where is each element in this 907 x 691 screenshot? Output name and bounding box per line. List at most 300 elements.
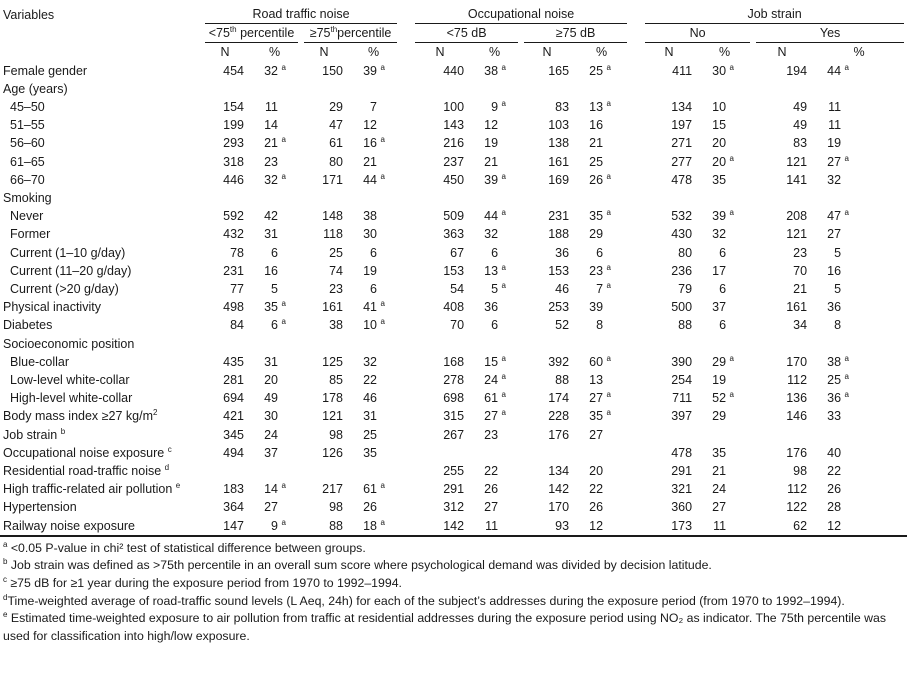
percent-cell: 30 $^a$ — [712, 62, 734, 78]
percent-cell: 5 $^a$ — [491, 280, 506, 297]
percent-cell — [468, 80, 521, 98]
percent-cell: 7 $^a$ — [596, 280, 611, 297]
percent-cell: 27 $^a$ — [484, 408, 506, 424]
significance-mark: a — [844, 353, 849, 363]
percent-cell: 6 — [370, 245, 377, 260]
significance-mark: a — [606, 62, 611, 72]
percent-cell: 41 $^a$ — [363, 299, 385, 315]
group-header-occupational-noise: Occupational noise — [415, 5, 627, 24]
percent-cell: 19 — [484, 136, 499, 151]
n-cell: 231 — [548, 209, 570, 224]
percent-cell — [347, 335, 400, 353]
n-cell: 121 — [322, 409, 343, 424]
row-label: Age (years) — [3, 81, 68, 96]
n-cell: 88 — [301, 517, 347, 536]
percent-cell: 16 — [589, 118, 604, 133]
n-cell: 390 — [671, 354, 693, 369]
n-cell: 281 — [223, 373, 244, 388]
significance-mark: a — [380, 299, 385, 309]
n-cell: 161 — [786, 300, 808, 315]
n-cell: 176 — [786, 445, 808, 460]
n-cell: 80 — [678, 245, 693, 260]
percent-cell: 22 — [484, 464, 499, 479]
gap-cell — [630, 298, 642, 316]
gap-cell — [400, 134, 412, 152]
n-cell: 153 — [548, 263, 570, 278]
significance-mark: a — [501, 262, 506, 272]
n-cell — [412, 335, 468, 353]
significance-mark: a — [281, 135, 286, 145]
n-cell — [301, 189, 347, 207]
row-label: High-level white-collar — [10, 391, 133, 406]
percent-cell: 29 $^a$ — [712, 353, 734, 369]
percent-cell — [811, 189, 907, 207]
n-cell: 435 — [223, 354, 244, 369]
n-cell — [753, 80, 811, 98]
subgroup-header: <75th percentile — [205, 24, 298, 43]
n-cell: 161 — [322, 300, 343, 315]
group-header-road-traffic-noise: Road traffic noise — [205, 5, 397, 24]
gap-cell — [400, 353, 412, 371]
percent-cell: 16 — [264, 263, 278, 278]
n-cell: 170 — [786, 354, 808, 369]
gap-cell — [630, 371, 642, 389]
n-cell: 291 — [671, 464, 693, 479]
significance-mark: a — [380, 517, 385, 527]
row-label: High traffic-related air pollution $^e$ — [3, 481, 181, 497]
gap-cell — [630, 262, 642, 280]
n-cell: 199 — [223, 118, 244, 133]
percent-cell: 21 — [712, 464, 727, 479]
percent-cell — [248, 462, 301, 480]
n-header: N — [664, 45, 674, 60]
n-cell — [521, 444, 573, 462]
percent-cell: 38 $^a$ — [827, 353, 849, 369]
significance-mark: a — [844, 371, 849, 381]
n-cell: 421 — [223, 409, 244, 424]
gap-cell — [630, 80, 642, 98]
table-row — [0, 116, 907, 134]
n-cell: 148 — [322, 209, 343, 224]
significance-mark: a — [281, 517, 286, 527]
table-row — [0, 517, 907, 536]
n-cell: 236 — [671, 263, 693, 278]
percent-cell: 44 $^a$ — [363, 171, 385, 187]
percent-cell: 25 — [363, 427, 377, 442]
percent-cell: 44 $^a$ — [484, 208, 506, 224]
percent-cell: 31 — [363, 409, 377, 424]
percent-cell — [248, 189, 301, 207]
significance-mark: a — [501, 98, 506, 108]
percent-cell: 32 — [363, 354, 377, 369]
percent-cell: 23 — [264, 154, 278, 169]
n-cell: 360 — [671, 500, 693, 515]
percent-cell: 20 $^a$ — [712, 153, 734, 169]
percent-cell: 20 — [712, 136, 727, 151]
table-row — [0, 389, 907, 407]
table-row — [0, 480, 907, 498]
n-cell: 169 — [548, 172, 570, 187]
percent-header: % — [268, 45, 281, 60]
n-header: N — [220, 45, 230, 60]
n-cell: 36 — [555, 245, 570, 260]
n-cell: 165 — [548, 63, 570, 78]
n-cell: 52 — [555, 318, 570, 333]
percent-cell: 27 — [589, 427, 604, 442]
n-cell: 293 — [223, 136, 244, 151]
n-cell: 85 — [329, 373, 343, 388]
n-cell: 49 — [793, 100, 808, 115]
percent-cell: 27 — [264, 500, 278, 515]
n-cell: 176 — [548, 427, 570, 442]
significance-mark: a — [729, 208, 734, 218]
table-row — [0, 225, 907, 243]
gap-cell — [630, 98, 642, 116]
percent-cell: 18 $^a$ — [347, 517, 400, 536]
n-cell: 509 — [443, 209, 465, 224]
significance-mark: a — [380, 62, 385, 72]
gap-cell — [630, 389, 642, 407]
percent-cell — [696, 189, 753, 207]
percent-cell: 39 $^a$ — [712, 208, 734, 224]
gap-cell — [630, 407, 642, 425]
percent-header: % — [853, 45, 865, 60]
n-cell: 291 — [443, 482, 465, 497]
percent-cell: 36 — [827, 300, 842, 315]
row-label: Physical inactivity — [3, 300, 101, 315]
percent-cell — [696, 80, 753, 98]
n-cell: 168 — [443, 354, 465, 369]
significance-mark: a — [844, 208, 849, 218]
n-cell — [412, 80, 468, 98]
n-cell: 277 — [671, 154, 693, 169]
significance-mark: a — [606, 280, 611, 290]
significance-mark: a — [606, 98, 611, 108]
table-row — [0, 407, 907, 425]
percent-cell: 16 $^a$ — [363, 135, 385, 151]
table-row — [0, 298, 907, 316]
table-row — [0, 335, 907, 353]
n-cell — [642, 80, 696, 98]
n-cell: 698 — [443, 391, 465, 406]
gap-cell — [630, 244, 642, 262]
n-cell: 454 — [223, 63, 244, 78]
n-cell: 494 — [223, 445, 244, 460]
row-label: Former — [10, 227, 51, 242]
percent-cell — [248, 80, 301, 98]
row-label: Blue-collar — [10, 354, 70, 369]
n-cell — [642, 189, 696, 207]
footnote: $^e$ Estimated time-weighted exposure to air pollution from traffic at residential addresses during the exposure period using NO₂ as indicator. The 75th percentile was used for classification into high/low exposure. — [3, 610, 887, 643]
percent-cell: 19 — [363, 263, 377, 278]
n-cell: 21 — [793, 282, 808, 297]
percent-header: % — [367, 45, 380, 60]
n-cell: 217 — [322, 482, 343, 497]
n-cell: 121 — [786, 227, 808, 242]
row-label: Diabetes — [3, 318, 53, 333]
subgroup-header: <75 dB — [415, 24, 518, 43]
percent-cell: 32 — [827, 172, 842, 187]
n-header: N — [777, 45, 787, 60]
significance-mark: a — [501, 353, 506, 363]
percent-cell: 27 — [484, 500, 499, 515]
significance-mark: a — [606, 171, 611, 181]
row-label: 61–65 — [10, 154, 45, 169]
n-cell: 150 — [322, 63, 343, 78]
row-label: Low-level white-collar — [10, 373, 130, 388]
n-cell: 134 — [548, 464, 570, 479]
percent-cell: 37 — [712, 300, 727, 315]
row-label: 56–60 — [10, 136, 45, 151]
n-header: N — [542, 45, 552, 60]
percent-cell: 19 — [827, 136, 842, 151]
n-cell: 138 — [548, 136, 570, 151]
gap-cell — [630, 280, 642, 298]
row-label: Body mass index ≥27 $kg/m^2$ — [3, 408, 158, 424]
n-cell: 136 — [786, 391, 808, 406]
n-cell: 430 — [671, 227, 693, 242]
n-cell: 134 — [671, 100, 693, 115]
significance-mark: a — [380, 317, 385, 327]
percent-cell: 61 $^a$ — [484, 390, 506, 406]
percent-cell: 39 $^a$ — [484, 171, 506, 187]
n-header: N — [319, 45, 329, 60]
n-cell: 141 — [786, 172, 808, 187]
n-cell: 146 — [786, 409, 808, 424]
row-label: 45–50 — [10, 100, 45, 115]
significance-mark: a — [501, 208, 506, 218]
gap-cell — [400, 98, 412, 116]
percent-cell: 10 — [712, 100, 727, 115]
n-cell: 197 — [671, 118, 693, 133]
gap-cell — [400, 407, 412, 425]
n-cell: 29 — [329, 100, 343, 115]
percent-cell: 44 $^a$ — [827, 62, 849, 78]
percent-cell — [573, 444, 630, 462]
gap-cell — [630, 462, 642, 480]
n-cell: 397 — [671, 409, 693, 424]
table-row — [0, 280, 907, 298]
n-cell: 478 — [671, 445, 693, 460]
n-cell: 161 — [548, 154, 570, 169]
percent-cell — [347, 189, 400, 207]
percent-cell: 6 — [596, 245, 604, 260]
percent-cell: 25 — [589, 154, 604, 169]
percent-cell: 27 — [712, 500, 727, 515]
n-cell: 112 — [787, 373, 808, 388]
percent-cell: 36 $^a$ — [827, 390, 849, 406]
percent-cell: 21 — [363, 154, 377, 169]
gap-cell — [400, 298, 412, 316]
n-cell — [642, 426, 696, 444]
percent-cell: 33 — [827, 409, 842, 424]
n-cell: 88 — [678, 318, 693, 333]
table-row — [0, 426, 907, 444]
gap-cell — [630, 444, 642, 462]
n-cell — [412, 444, 468, 462]
percent-cell: 35 — [363, 445, 377, 460]
percent-cell: 31 — [264, 354, 278, 369]
percent-cell — [696, 426, 753, 444]
percent-cell: 9 $^a$ — [491, 98, 506, 115]
gap-cell — [400, 335, 412, 353]
n-cell: 67 — [450, 245, 465, 260]
significance-mark: a — [729, 153, 734, 163]
table-row — [0, 371, 907, 389]
row-label: Never — [10, 209, 44, 224]
percent-cell: 32 $^a$ — [264, 171, 286, 187]
percent-cell: 6 — [719, 282, 727, 297]
percent-cell: 21 — [484, 154, 499, 169]
n-cell — [642, 335, 696, 353]
n-cell: 112 — [787, 482, 808, 497]
significance-mark: a — [729, 390, 734, 400]
percent-cell — [811, 80, 907, 98]
row-label: Female gender — [3, 63, 88, 78]
gap-cell — [400, 207, 412, 225]
n-cell: 208 — [786, 209, 808, 224]
variables-header: Variables — [3, 7, 55, 22]
percent-cell: 49 — [264, 391, 278, 406]
n-cell: 271 — [671, 136, 693, 151]
n-cell: 93 — [521, 517, 573, 536]
significance-mark: a — [281, 481, 286, 491]
n-cell: 79 — [678, 282, 693, 297]
table-row — [0, 444, 907, 462]
percent-cell: 6 — [271, 245, 278, 260]
percent-cell: 6 — [491, 245, 499, 260]
percent-cell — [811, 335, 907, 353]
gap-cell — [400, 80, 412, 98]
n-cell — [521, 189, 573, 207]
percent-cell: 42 — [264, 209, 278, 224]
percent-cell: 32 — [484, 227, 499, 242]
n-cell: 278 — [443, 373, 465, 388]
percent-cell: 31 — [264, 227, 278, 242]
percent-cell: 6 — [719, 318, 727, 333]
percent-cell: 15 — [712, 118, 727, 133]
percent-cell: 61 $^a$ — [363, 481, 385, 497]
gap-cell — [400, 371, 412, 389]
percent-cell: 23 $^a$ — [589, 262, 611, 278]
significance-mark: a — [844, 62, 849, 72]
percent-cell: 9 $^a$ — [248, 517, 301, 536]
significance-mark: a — [729, 62, 734, 72]
percent-cell: 11 — [265, 100, 278, 115]
row-label: Occupational noise exposure $^c$ — [3, 444, 172, 460]
gap-cell — [400, 389, 412, 407]
percent-cell: 7 — [370, 100, 377, 115]
percent-cell: 60 $^a$ — [589, 353, 611, 369]
significance-mark: a — [380, 481, 385, 491]
significance-mark: a — [380, 171, 385, 181]
n-cell: 34 — [793, 318, 808, 333]
gap-cell — [630, 498, 642, 516]
percent-cell: 24 $^a$ — [484, 371, 506, 388]
n-cell: 47 — [329, 118, 343, 133]
percent-cell: 25 $^a$ — [827, 371, 849, 388]
subgroup-header: ≥75thpercentile — [304, 24, 397, 43]
n-cell — [412, 189, 468, 207]
n-cell: 78 — [230, 245, 244, 260]
significance-mark: a — [501, 171, 506, 181]
percent-cell: 29 — [589, 227, 604, 242]
gap-cell — [400, 316, 412, 334]
percent-cell: 6 — [719, 245, 727, 260]
percent-header: % — [719, 45, 731, 60]
n-cell: 432 — [223, 227, 244, 242]
percent-cell: 35 — [712, 445, 727, 460]
n-cell: 694 — [223, 391, 244, 406]
percent-cell: 22 — [363, 373, 377, 388]
percent-cell: 13 $^a$ — [589, 98, 611, 115]
gap-cell — [400, 62, 412, 80]
percent-cell: 17 — [712, 263, 727, 278]
percent-cell: 12 — [573, 517, 630, 536]
n-cell: 61 — [329, 136, 343, 151]
percent-cell: 10 $^a$ — [363, 317, 385, 333]
n-cell — [202, 462, 248, 480]
n-cell: 46 — [555, 282, 570, 297]
significance-mark: a — [501, 371, 506, 381]
n-cell: 440 — [443, 63, 465, 78]
gap-cell — [630, 62, 642, 80]
percent-cell: 12 — [484, 118, 499, 133]
gap-cell — [400, 462, 412, 480]
n-cell: 183 — [223, 482, 244, 497]
n-cell: 25 — [329, 245, 343, 260]
footnotes — [0, 536, 907, 646]
percent-cell: 46 — [363, 391, 377, 406]
significance-mark: a — [281, 317, 286, 327]
percent-cell: 20 — [589, 464, 604, 479]
percent-cell: 14 $^a$ — [264, 481, 286, 497]
n-cell: 98 — [329, 500, 343, 515]
significance-mark: a — [606, 208, 611, 218]
n-cell: 532 — [671, 209, 693, 224]
percent-cell: 39 $^a$ — [363, 62, 385, 78]
header-row-groups — [0, 5, 907, 24]
gap-cell — [400, 262, 412, 280]
n-cell: 122 — [786, 500, 808, 515]
gap-cell — [630, 353, 642, 371]
n-cell: 170 — [548, 500, 570, 515]
significance-mark: a — [281, 62, 286, 72]
percent-cell: 32 $^a$ — [264, 62, 286, 78]
percent-cell: 26 $^a$ — [589, 171, 611, 187]
table-row — [0, 62, 907, 80]
n-cell: 408 — [443, 300, 465, 315]
n-cell: 125 — [322, 354, 343, 369]
n-cell: 178 — [322, 391, 343, 406]
percent-cell: 22 — [827, 464, 842, 479]
n-cell: 62 — [753, 517, 811, 536]
table-row — [0, 134, 907, 152]
significance-mark: a — [281, 299, 286, 309]
percent-cell: 13 — [589, 373, 604, 388]
n-cell: 70 — [450, 318, 465, 333]
percent-cell: 5 — [834, 282, 842, 297]
percent-cell: 23 — [484, 427, 499, 442]
n-cell: 364 — [223, 500, 244, 515]
n-cell — [202, 189, 248, 207]
n-cell: 98 — [793, 464, 808, 479]
footnote: $^c$ ≥75 dB for ≥1 year during the exposure period from 1970 to 1992–1994. — [3, 574, 402, 591]
gap-cell — [400, 480, 412, 498]
percent-cell: 11 — [696, 517, 753, 536]
percent-cell: 52 $^a$ — [712, 390, 734, 406]
percent-cell: 19 — [712, 373, 727, 388]
